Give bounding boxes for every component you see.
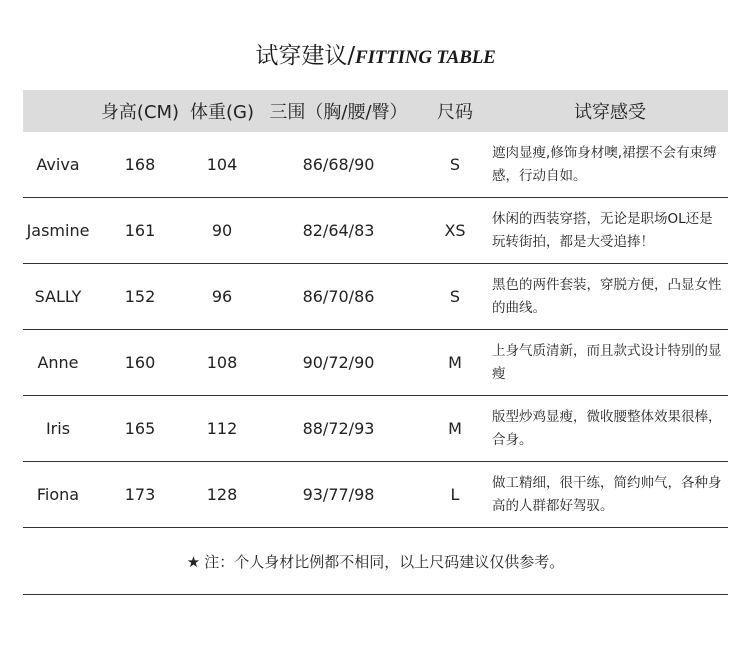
fitting-note: 遮肉显瘦,修饰身材噢,裙摆不会有束缚感，行动自如。 (492, 144, 717, 184)
measurements-value: 93/77/98 (302, 485, 375, 504)
fitting-note: 黑色的两件套装，穿脱方便，凸显女性的曲线。 (492, 276, 722, 316)
height-value: 165 (124, 419, 156, 438)
header-fitting-note: 试穿感受 (574, 102, 646, 123)
size-value: S (449, 287, 461, 306)
disclaimer-note (23, 529, 728, 595)
star-icon: ★ (186, 552, 201, 571)
header-size: 尺码 (437, 102, 473, 123)
model-name: Anne (37, 353, 79, 372)
table-row (23, 132, 728, 198)
model-name: Aviva (36, 155, 80, 174)
height-value: 173 (124, 485, 156, 504)
weight-value: 128 (206, 485, 238, 504)
height-value: 168 (124, 155, 156, 174)
size-value: M (448, 419, 462, 438)
fitting-note: 版型炒鸡显瘦，微收腰整体效果很棒，合身。 (492, 408, 722, 448)
header-weight: 体重(G) (190, 102, 254, 123)
measurements-value: 88/72/93 (302, 419, 375, 438)
model-name: Jasmine (26, 221, 90, 240)
measurements-value: 86/68/90 (302, 155, 375, 174)
fitting-note: 上身气质清新，而且款式设计特别的显瘦 (492, 342, 722, 382)
height-value: 160 (124, 353, 156, 372)
weight-value: 104 (206, 155, 238, 174)
table-row (23, 396, 728, 462)
size-value: S (449, 155, 461, 174)
title-chinese: 试穿建议/ (255, 43, 356, 69)
measurements-value: 82/64/83 (302, 221, 375, 240)
size-value: M (448, 353, 462, 372)
height-value: 152 (124, 287, 156, 306)
weight-value: 90 (211, 221, 233, 240)
header-measurements: 三围（胸/腰/臀） (269, 102, 408, 123)
size-value: XS (444, 221, 466, 240)
fitting-note: 做工精细，很干练，简约帅气，各种身高的人群都好驾驭。 (492, 474, 722, 514)
model-name: Fiona (36, 485, 80, 504)
title-english: FITTING TABLE (355, 47, 496, 68)
weight-value: 112 (206, 419, 238, 438)
disclaimer-text: 注：个人身材比例都不相同，以上尺码建议仅供参考。 (204, 553, 565, 571)
fitting-note: 休闲的西装穿搭，无论是职场OL还是玩转街拍，都是大受追捧！ (492, 210, 713, 250)
measurements-value: 86/70/86 (302, 287, 375, 306)
height-value: 161 (124, 221, 156, 240)
table-row (23, 330, 728, 396)
page-title (0, 36, 751, 78)
model-name: SALLY (34, 287, 82, 306)
header-height: 身高(CM) (100, 102, 180, 123)
model-name: Iris (45, 419, 71, 438)
table-header (23, 90, 728, 132)
table-row (23, 264, 728, 330)
table-row (23, 198, 728, 264)
table-row (23, 462, 728, 528)
weight-value: 96 (211, 287, 233, 306)
weight-value: 108 (206, 353, 238, 372)
size-value: L (450, 485, 460, 504)
measurements-value: 90/72/90 (302, 353, 375, 372)
